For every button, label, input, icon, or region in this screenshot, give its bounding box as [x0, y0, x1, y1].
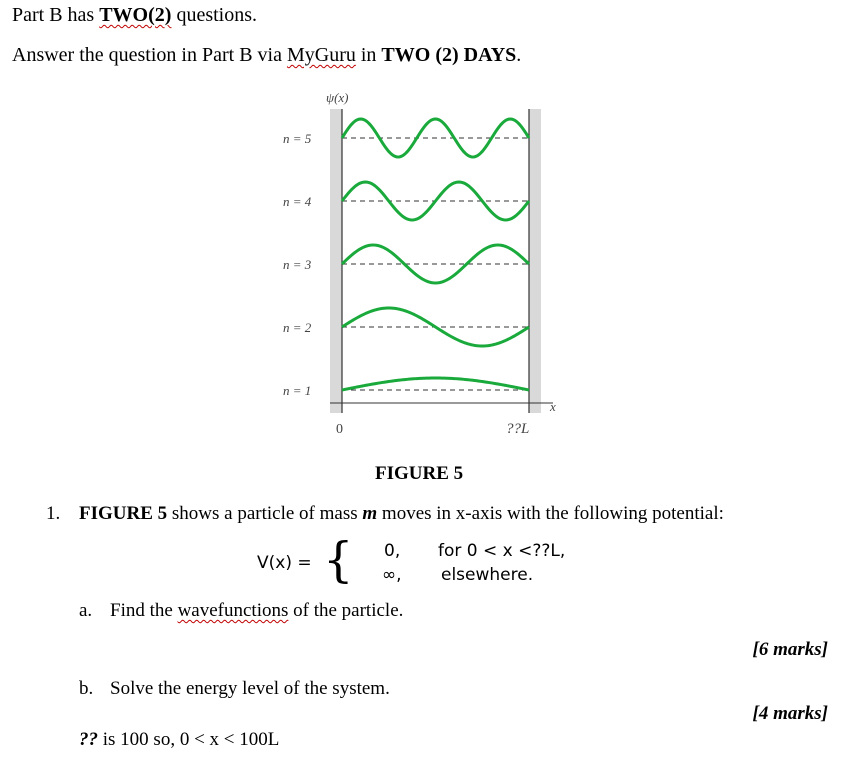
question-number: 1. [46, 503, 61, 524]
note: ?? is 100 so, 0 < x < 100L [79, 729, 280, 750]
case1-condition: for 0 < x <??L, [438, 541, 566, 561]
part-b-marks: [4 marks] [752, 703, 828, 724]
level-label-n2: n = 2 [283, 320, 312, 335]
part-b-text: Solve the energy level of the system. [110, 678, 390, 699]
y-axis-label: ψ(x) [326, 90, 349, 105]
right-wall [529, 109, 541, 413]
potential-lhs: V(x) = [257, 553, 312, 573]
case1-value: 0, [384, 541, 401, 561]
case2-value: ∞, [382, 565, 402, 585]
level-label-n5: n = 5 [283, 131, 312, 146]
level-label-n3: n = 3 [283, 257, 312, 272]
level-label-n1: n = 1 [283, 383, 312, 398]
figure-caption: FIGURE 5 [375, 463, 464, 484]
figure-reference: FIGURE 5 [79, 503, 168, 524]
intro-line-1: Part B has TWO(2) questions. [12, 4, 257, 26]
parts-count: TWO(2) [99, 4, 172, 26]
part-a-marks: [6 marks] [752, 639, 828, 660]
intro-line-2: Answer the question in Part B via MyGuru in TWO (2) DAYS. [12, 44, 522, 66]
part-a-text: Find the wavefunctions of the particle. [110, 600, 404, 621]
part-b-label: b. [79, 678, 94, 699]
wavefunction-n1 [342, 378, 529, 390]
case2-condition: elsewhere. [441, 565, 534, 585]
left-wall [330, 109, 342, 413]
energy-levels [283, 119, 529, 398]
wavefunctions-word: wavefunctions [177, 600, 289, 621]
level-label-n4: n = 4 [283, 194, 312, 209]
platform-name: MyGuru [286, 44, 356, 66]
brace: { [323, 532, 354, 588]
question-text: FIGURE 5 shows a particle of mass m moves in x-axis with the following potential: [79, 503, 724, 524]
wavefunction-figure [270, 85, 570, 445]
deadline: TWO (2) DAYS [381, 44, 517, 66]
part-a-label: a. [79, 600, 93, 621]
x-axis-label: x [550, 399, 556, 414]
mass-symbol: m [362, 503, 378, 524]
tick-L: ??L [506, 421, 530, 437]
tick-zero: 0 [336, 422, 343, 437]
